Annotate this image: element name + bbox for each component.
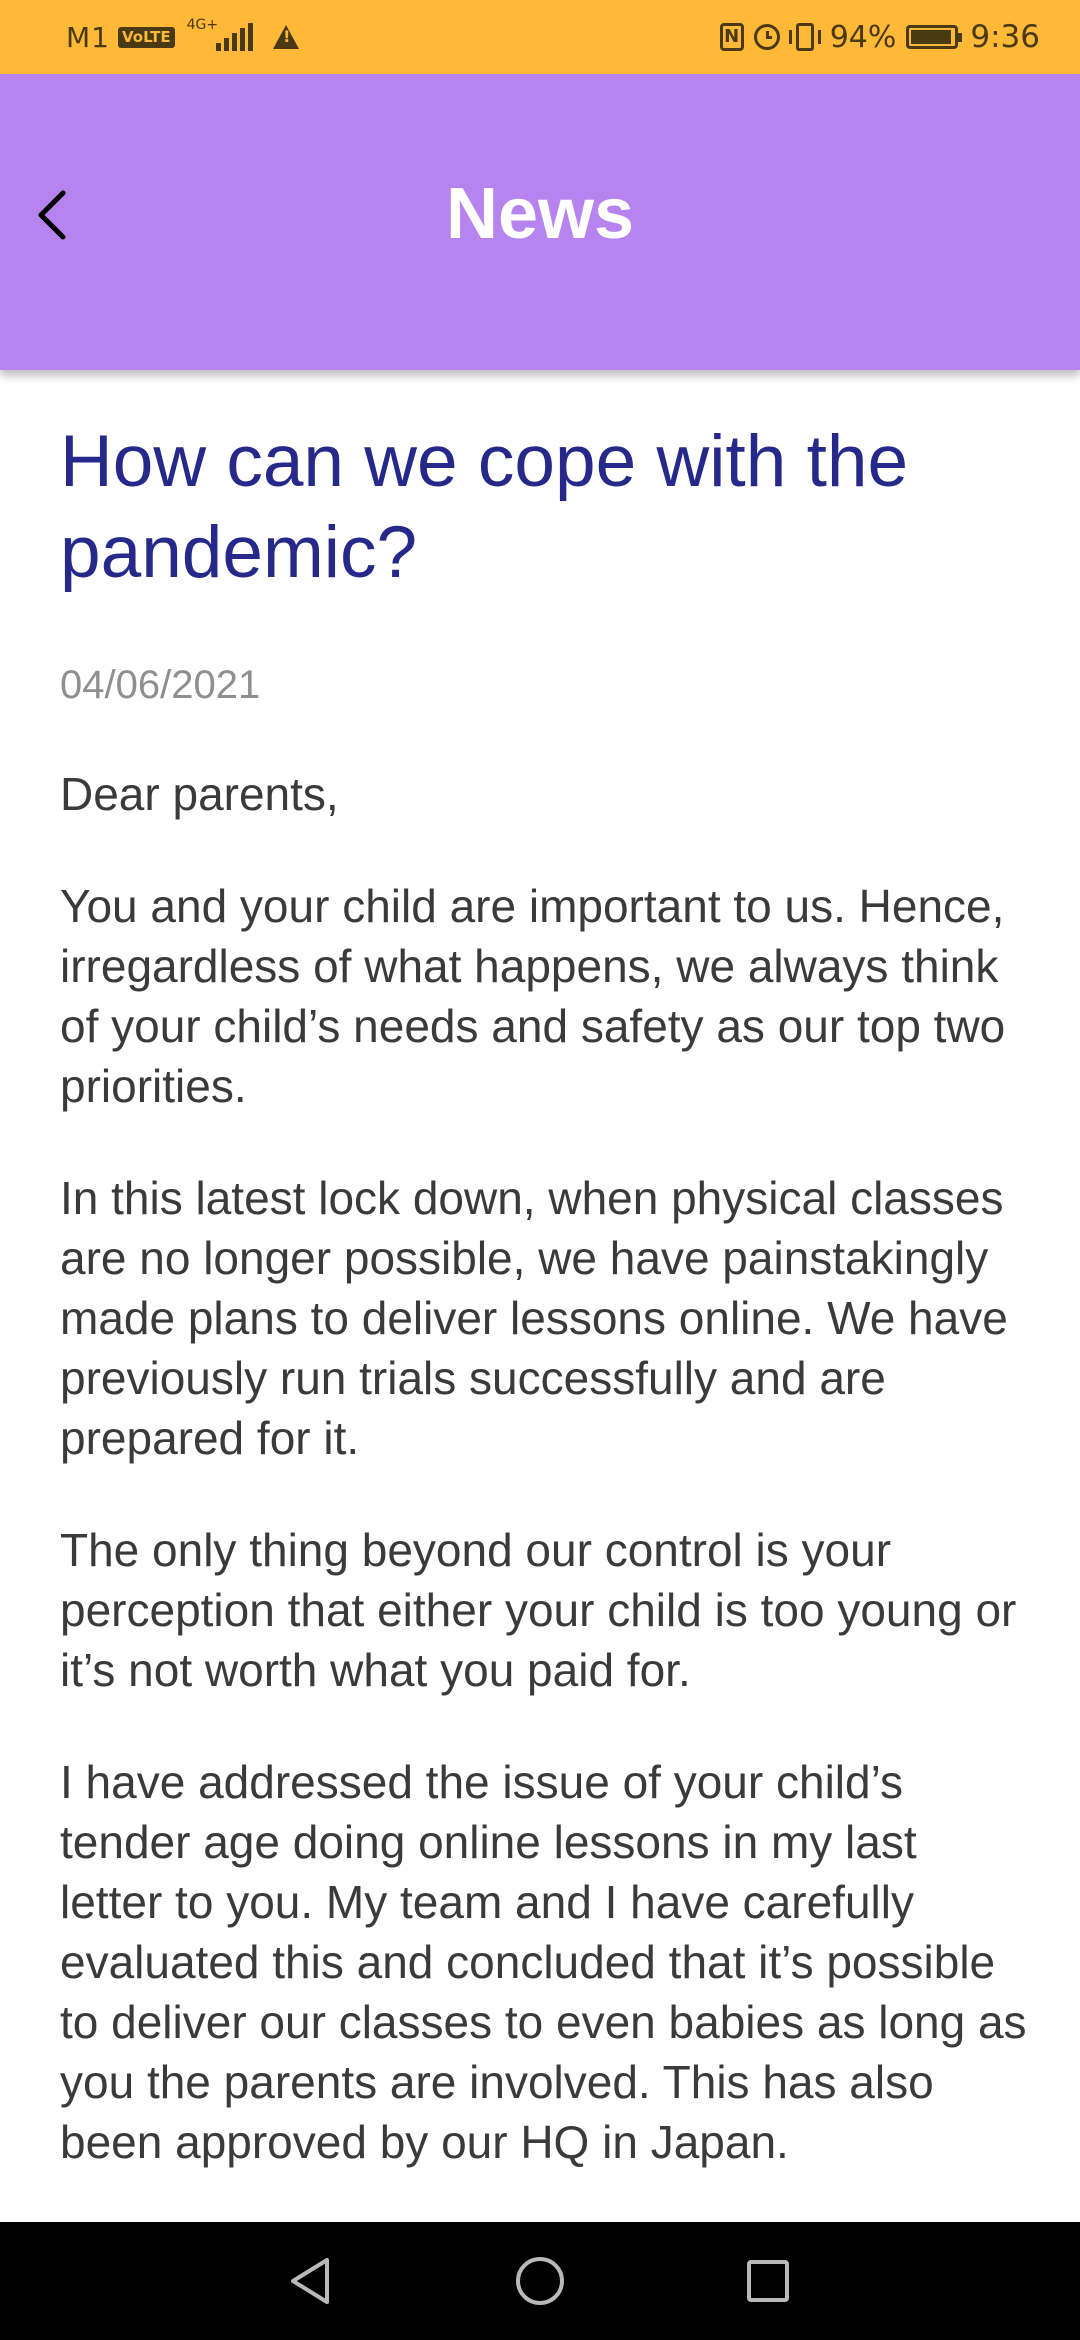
network-type-label: 4G+	[186, 17, 219, 33]
nfc-icon: N	[720, 23, 744, 51]
home-circle-icon	[514, 2255, 566, 2307]
clock: 9:36	[970, 19, 1040, 55]
alarm-icon	[754, 24, 780, 50]
nav-home-button[interactable]	[480, 2222, 600, 2340]
status-left-group	[66, 0, 299, 74]
article-paragraph: The only thing beyond our control is your perception that either your child is too young or it’s not worth what you paid for.	[60, 1524, 1017, 1696]
article-title: How can we cope with the pandemic?	[60, 421, 909, 593]
article-paragraph: I have addressed the issue of your child’s tender age doing online lessons in my last letter to you. My team and I have carefully evaluated this and concluded that it’s possible to deliver our classes to even babies as long as you the parents are involved. This has also been approved by our HQ in Japan.	[60, 1756, 1027, 2168]
battery-icon	[906, 25, 958, 49]
back-triangle-icon	[285, 2254, 335, 2308]
warning-icon	[273, 25, 299, 49]
status-right-group	[720, 0, 1040, 74]
nav-recents-button[interactable]	[708, 2222, 828, 2340]
page-title: News	[445, 174, 635, 254]
article-paragraph: In this latest lock down, when physical classes are no longer possible, we have painstakingly made plans to deliver lessons online. We have previously run trials successfully and are prepared for it.	[60, 1172, 1008, 1464]
volte-badge: VoLTE	[118, 27, 175, 48]
article-paragraph: You and your child are important to us. Hence, irregardless of what happens, we always think of your child’s needs and safety as our top two priorities.	[60, 880, 1006, 1112]
battery-percent: 94%	[829, 19, 897, 55]
article-body	[60, 764, 1030, 2172]
signal-icon	[216, 23, 253, 51]
nav-back-button[interactable]	[250, 2222, 370, 2340]
carrier-label: M1	[66, 20, 110, 54]
article	[60, 370, 1030, 2224]
recents-square-icon	[744, 2257, 792, 2305]
system-nav-bar	[0, 2222, 1080, 2340]
article-date: 04/06/2021	[60, 663, 261, 707]
article-paragraph: Dear parents,	[60, 768, 339, 820]
app-bar	[0, 74, 1080, 370]
status-bar	[0, 0, 1080, 74]
vibrate-icon	[796, 23, 814, 51]
